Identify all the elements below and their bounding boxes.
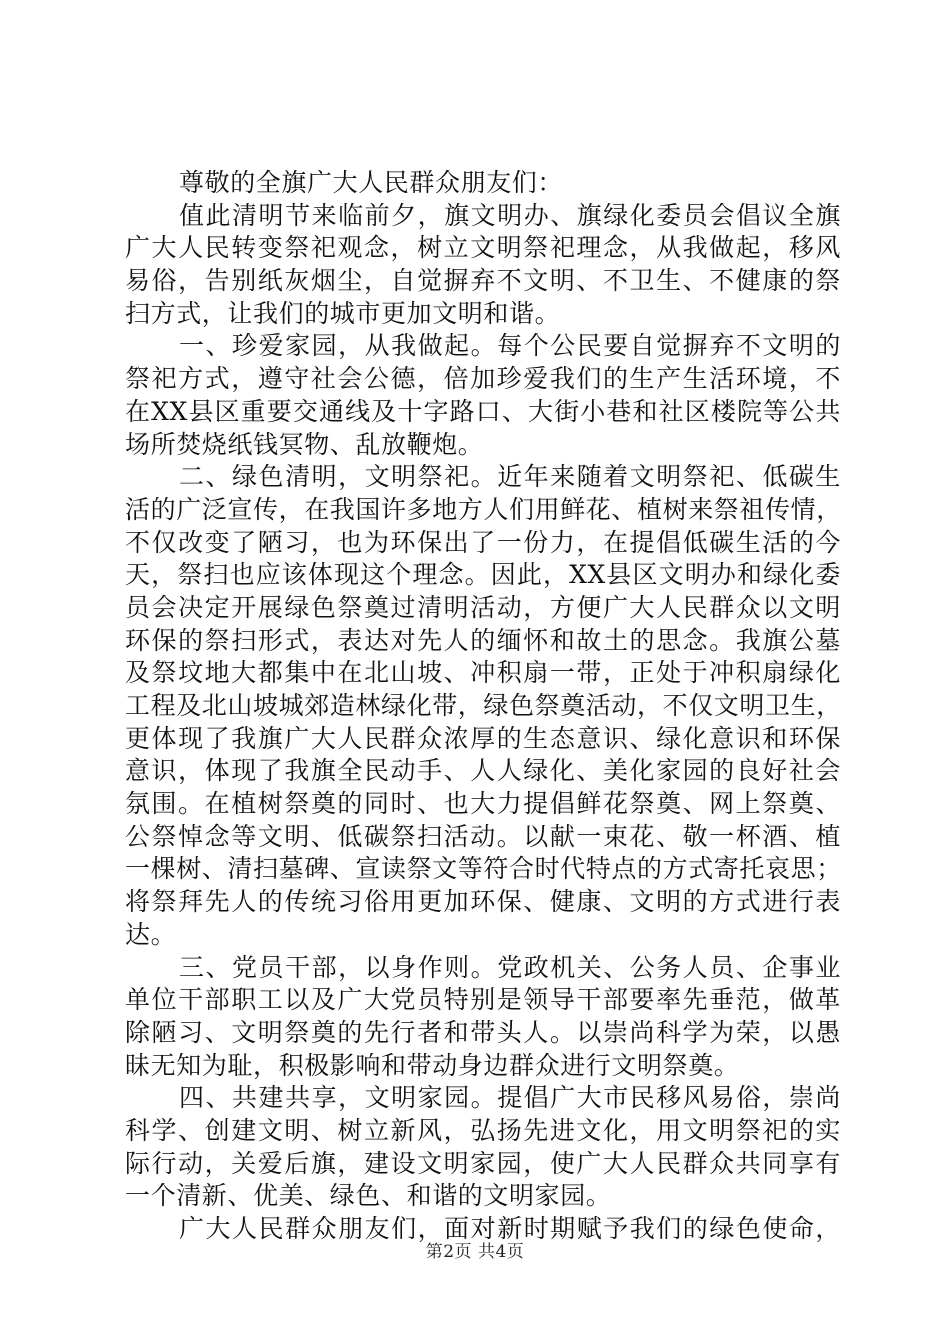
text-line: 二、绿色清明，文明祭祀。近年来随着文明祭祀、低碳生: [179, 462, 841, 492]
page-footer: 第2页 共4页: [425, 1242, 525, 1262]
text-line: 昧无知为耻，积极影响和带动身边群众进行文明祭奠。: [125, 1050, 740, 1080]
text-line: 及祭坟地大都集中在北山坡、冲积扇一带，正处于冲积扇绿化: [125, 658, 841, 688]
text-line: 在XX县区重要交通线及十字路口、大街小巷和社区楼院等公共: [125, 396, 841, 426]
text-line: 达。: [125, 919, 177, 949]
text-line: 除陋习、文明祭奠的先行者和带头人。以崇尚科学为荣，以愚: [125, 1017, 841, 1047]
text-line: 不仅改变了陋习，也为环保出了一份力，在提倡低碳生活的今: [125, 527, 841, 557]
text-line: 四、共建共享，文明家园。提倡广大市民移风易俗，崇尚: [179, 1083, 841, 1113]
text-line: 祭祀方式，遵守社会公德，倍加珍爱我们的生产生活环境，不: [125, 364, 841, 394]
text-line: 工程及北山坡城郊造林绿化带，绿色祭奠活动，不仅文明卫生，: [125, 691, 842, 720]
text-line: 公祭悼念等文明、低碳祭扫活动。以献一束花、敬一杯酒、植: [125, 821, 841, 851]
text-line: 科学、创建文明、树立新风，弘扬先进文化，用文明祭祀的实: [125, 1115, 841, 1145]
text-line: 场所焚烧纸钱冥物、乱放鞭炮。: [125, 429, 484, 459]
text-line: 一个清新、优美、绿色、和谐的文明家园。: [125, 1181, 612, 1211]
text-line: 氛围。在植树祭奠的同时、也大力提倡鲜花祭奠、网上祭奠、: [125, 789, 841, 819]
text-line: 活的广泛宣传，在我国许多地方人们用鲜花、植树来祭祖传情，: [125, 494, 842, 524]
text-line: 更体现了我旗广大人民群众浓厚的生态意识、绿化意识和环保: [125, 723, 841, 753]
text-line: 广大人民转变祭祀观念，树立文明祭祀理念，从我做起，移风: [125, 233, 841, 263]
text-line: 员会决定开展绿色祭奠过清明活动，方便广大人民群众以文明: [125, 592, 841, 622]
text-line: 天，祭扫也应该体现这个理念。因此，XX县区文明办和绿化委: [125, 560, 841, 590]
text-line: 广大人民群众朋友们，面对新时期赋予我们的绿色使命，: [179, 1214, 841, 1243]
text-line: 值此清明节来临前夕，旗文明办、旗绿化委员会倡议全旗: [179, 200, 841, 230]
text-line: 三、党员干部，以身作则。党政机关、公务人员、企事业: [179, 952, 841, 982]
text-line: 际行动，关爱后旗，建设文明家园，使广大人民群众共同享有: [125, 1148, 841, 1178]
text-line: 易俗，告别纸灰烟尘，自觉摒弃不文明、不卫生、不健康的祭: [125, 266, 841, 296]
text-line: 扫方式，让我们的城市更加文明和谐。: [125, 298, 561, 328]
document-body: [125, 167, 841, 1246]
text-line: 意识，体现了我旗全民动手、人人绿化、美化家园的良好社会: [125, 756, 841, 786]
text-line: 将祭拜先人的传统习俗用更加环保、健康、文明的方式进行表: [125, 887, 841, 917]
text-line: 一棵树、清扫墓碑、宣读祭文等符合时代特点的方式寄托哀思；: [125, 854, 842, 884]
text-line: 单位干部职工以及广大党员特别是领导干部要率先垂范，做革: [125, 985, 841, 1015]
text-line: 环保的祭扫形式，表达对先人的缅怀和故土的思念。我旗公墓: [125, 625, 841, 655]
text-line: 尊敬的全旗广大人民群众朋友们：: [179, 168, 564, 197]
text-line: 一、珍爱家园，从我做起。每个公民要自觉摒弃不文明的: [179, 331, 841, 361]
